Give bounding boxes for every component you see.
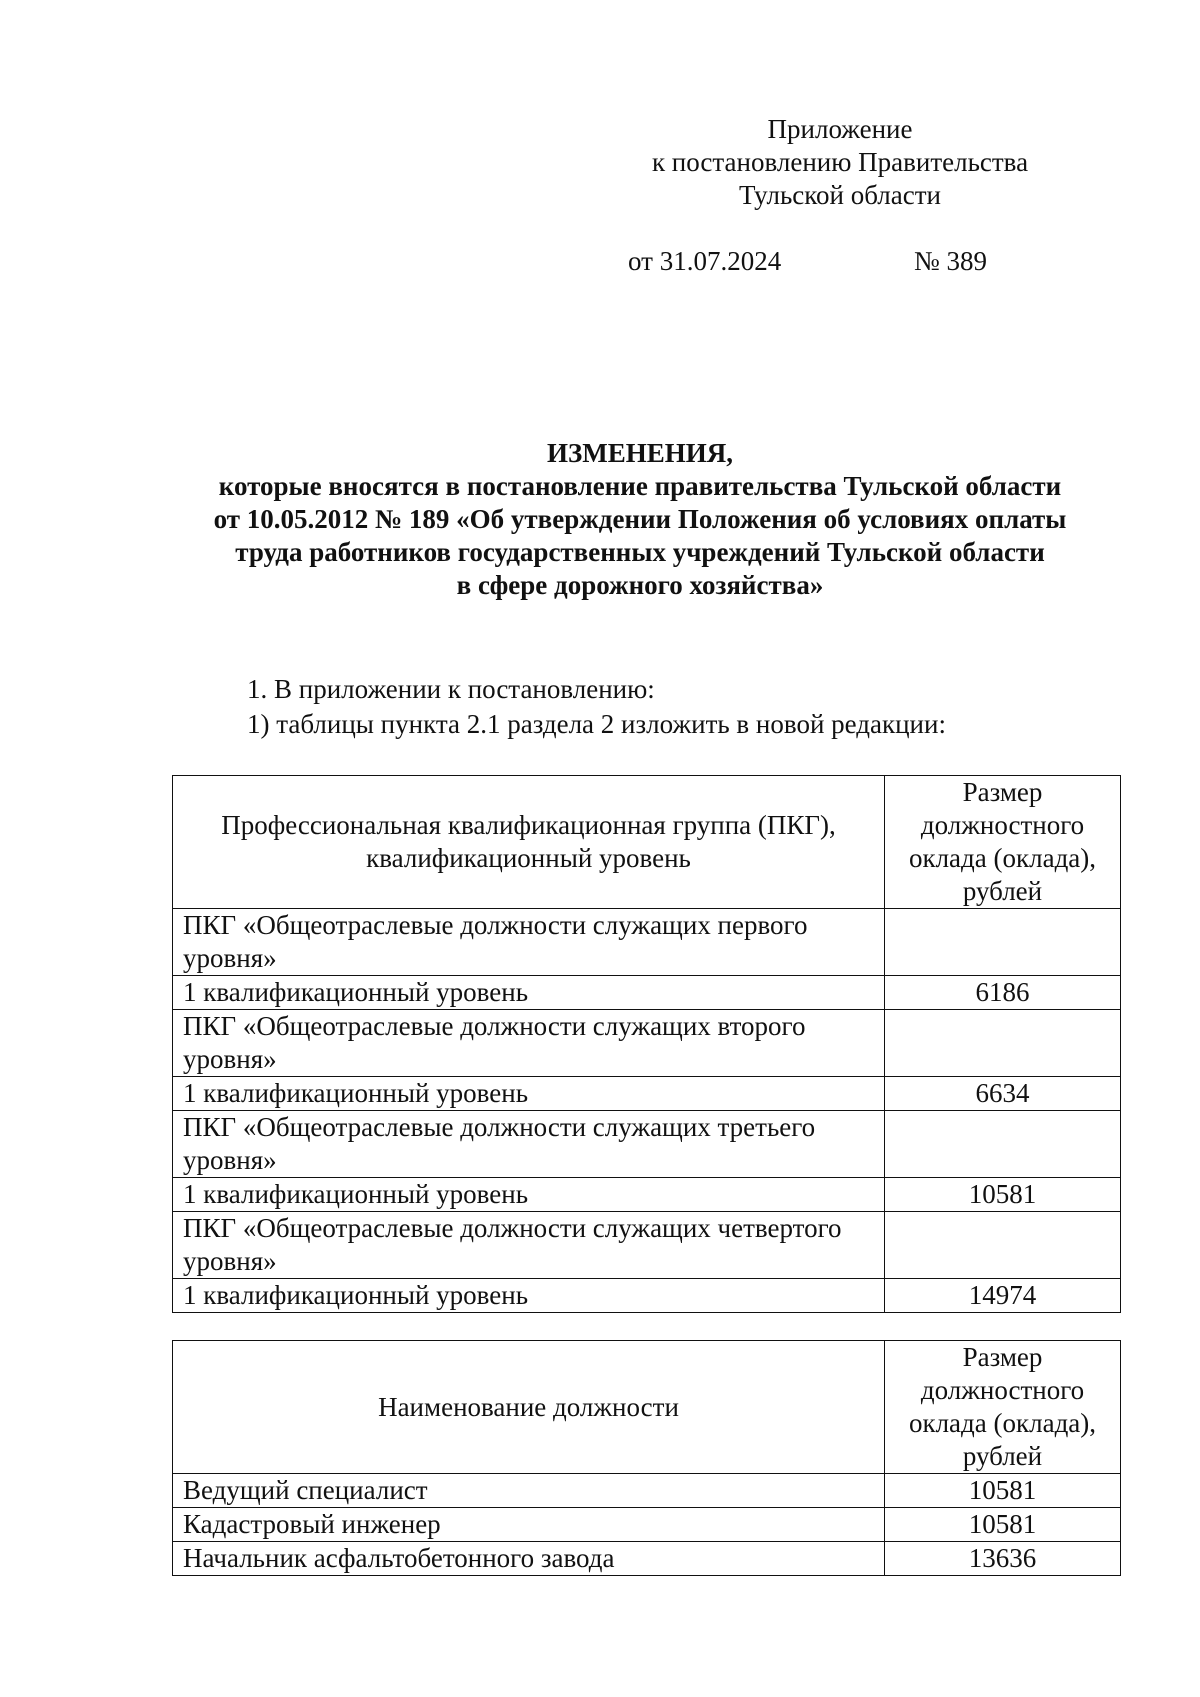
table-row xyxy=(173,1111,1121,1178)
header-text-line: должностного xyxy=(920,810,1085,840)
title-line-3: от 10.05.2012 № 189 «Об утверждении Положения об условиях оплаты xyxy=(213,504,1067,534)
row-name: 1 квалификационный уровень xyxy=(173,1178,885,1212)
row-value xyxy=(885,1010,1121,1077)
header-text-line: рублей xyxy=(962,1441,1043,1471)
table-header-row xyxy=(173,776,1121,909)
table-row xyxy=(173,1474,1121,1508)
row-name: Ведущий специалист xyxy=(173,1474,885,1508)
row-value: 6634 xyxy=(885,1077,1121,1111)
row-value: 6186 xyxy=(885,976,1121,1010)
header-text-line: рублей xyxy=(962,876,1043,906)
header-text-line: оклада (оклада), xyxy=(908,843,1097,873)
row-value: 10581 xyxy=(885,1474,1121,1508)
row-name: ПКГ «Общеотраслевые должности служащих первого уровня» xyxy=(173,909,885,976)
table-row xyxy=(173,1279,1121,1313)
title-line-4: труда работников государственных учреждений Тульской области xyxy=(235,537,1045,567)
resolution-number: № 389 xyxy=(914,246,988,276)
header-text-line: должностного xyxy=(920,1375,1085,1405)
row-name: Кадастровый инженер xyxy=(173,1508,885,1542)
table-row xyxy=(173,976,1121,1010)
title-line-1: ИЗМЕНЕНИЯ, xyxy=(546,438,733,468)
header-salary-size xyxy=(885,1341,1121,1474)
table-row xyxy=(173,1077,1121,1111)
row-name: Начальник асфальтобетонного завода xyxy=(173,1542,885,1576)
header-text-line: Профессиональная квалификационная группа (ПКГ), xyxy=(221,810,836,840)
appendix-line-2: к постановлению Правительства xyxy=(651,147,1029,177)
title-line-2: которые вносятся в постановление правительства Тульской области xyxy=(218,471,1062,501)
table-row xyxy=(173,909,1121,976)
header-text-line: оклада (оклада), xyxy=(908,1408,1097,1438)
table-row xyxy=(173,1542,1121,1576)
header-salary-size xyxy=(885,776,1121,909)
row-name: ПКГ «Общеотраслевые должности служащих четвертого уровня» xyxy=(173,1212,885,1279)
paragraph-1: 1. В приложении к постановлению: xyxy=(247,674,655,704)
row-name: ПКГ «Общеотраслевые должности служащих второго уровня» xyxy=(173,1010,885,1077)
row-name: 1 квалификационный уровень xyxy=(173,976,885,1010)
paragraph-2: 1) таблицы пункта 2.1 раздела 2 изложить в новой редакции: xyxy=(247,709,946,739)
header-text-line: Размер xyxy=(962,777,1043,807)
appendix-header xyxy=(620,113,1060,212)
row-name: 1 квалификационный уровень xyxy=(173,1077,885,1111)
table-header-row xyxy=(173,1341,1121,1474)
header-text-line: квалификационный уровень xyxy=(366,843,691,873)
appendix-line-3: Тульской области xyxy=(739,180,941,210)
row-value xyxy=(885,1212,1121,1279)
row-name: ПКГ «Общеотраслевые должности служащих третьего уровня» xyxy=(173,1111,885,1178)
table-row xyxy=(173,1508,1121,1542)
row-value xyxy=(885,1111,1121,1178)
row-value: 13636 xyxy=(885,1542,1121,1576)
row-value: 10581 xyxy=(885,1178,1121,1212)
row-value: 10581 xyxy=(885,1508,1121,1542)
table-row xyxy=(173,1212,1121,1279)
header-qualification-group xyxy=(173,776,885,909)
pkg-salary-table xyxy=(172,775,1121,1313)
resolution-date: от 31.07.2024 xyxy=(628,246,782,276)
header-position-name: Наименование должности xyxy=(173,1341,885,1474)
row-name: 1 квалификационный уровень xyxy=(173,1279,885,1313)
header-text-line: Размер xyxy=(962,1342,1043,1372)
appendix-title: Приложение xyxy=(767,114,913,144)
position-salary-table xyxy=(172,1340,1121,1576)
row-value: 14974 xyxy=(885,1279,1121,1313)
document-title xyxy=(160,437,1120,602)
table-row xyxy=(173,1178,1121,1212)
table-row xyxy=(173,1010,1121,1077)
title-line-5: в сфере дорожного хозяйства» xyxy=(456,570,824,600)
row-value xyxy=(885,909,1121,976)
